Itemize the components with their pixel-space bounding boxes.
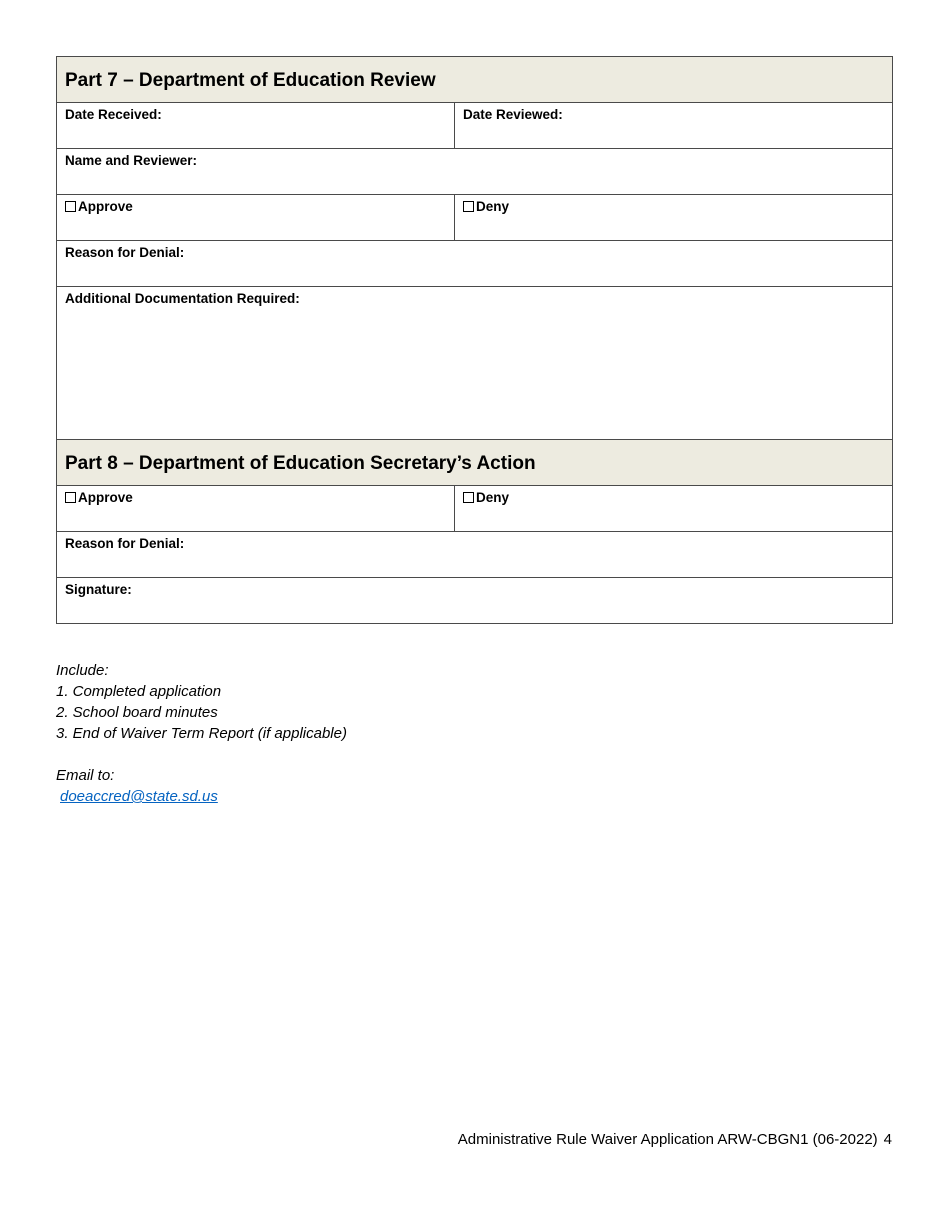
- signature-label: Signature:: [65, 582, 132, 597]
- part7-deny-cell: [455, 195, 893, 241]
- part7-approve-label: Approve: [78, 199, 133, 214]
- date-received-label: Date Received:: [65, 107, 162, 122]
- part7-approve-checkbox[interactable]: [65, 201, 76, 212]
- additional-docs-label: Additional Documentation Required:: [65, 291, 300, 306]
- part7-reason-denial-field[interactable]: [57, 241, 893, 287]
- part7-reason-denial-label: Reason for Denial:: [65, 245, 185, 260]
- additional-docs-field[interactable]: [57, 287, 893, 440]
- email-link[interactable]: doeaccred@state.sd.us: [60, 788, 218, 805]
- part7-approve-cell: [57, 195, 455, 241]
- part8-title: Part 8 – Department of Education Secretary’s Action: [57, 440, 893, 486]
- include-heading: Include:: [56, 662, 109, 679]
- email-line: [56, 786, 347, 807]
- email-heading: Email to:: [56, 767, 115, 784]
- part8-deny-cell: [455, 486, 893, 532]
- part7-title: Part 7 – Department of Education Review: [57, 57, 893, 103]
- page-number: 4: [883, 1131, 892, 1148]
- part8-deny-checkbox[interactable]: [463, 492, 474, 503]
- review-form-table: [56, 56, 893, 624]
- page-footer: [458, 1131, 892, 1148]
- part8-approve-label: Approve: [78, 490, 133, 505]
- submission-notes: [56, 660, 347, 807]
- include-item: 2. School board minutes: [56, 704, 218, 721]
- part8-approve-checkbox[interactable]: [65, 492, 76, 503]
- footer-text: Administrative Rule Waiver Application ARW-CBGN1 (06-2022): [457, 1131, 878, 1148]
- notes-spacer: [56, 744, 347, 765]
- part8-reason-denial-label: Reason for Denial:: [65, 536, 185, 551]
- part8-reason-denial-field[interactable]: [57, 532, 893, 578]
- date-reviewed-field[interactable]: [455, 103, 893, 149]
- include-item: 1. Completed application: [56, 683, 222, 700]
- part7-deny-label: Deny: [476, 199, 510, 214]
- part8-approve-cell: [57, 486, 455, 532]
- name-reviewer-field[interactable]: [57, 149, 893, 195]
- date-reviewed-label: Date Reviewed:: [463, 107, 563, 122]
- part8-deny-label: Deny: [476, 490, 510, 505]
- name-reviewer-label: Name and Reviewer:: [65, 153, 198, 168]
- date-received-field[interactable]: [57, 103, 455, 149]
- part7-deny-checkbox[interactable]: [463, 201, 474, 212]
- include-item: 3. End of Waiver Term Report (if applicable): [56, 725, 347, 742]
- signature-field[interactable]: [57, 578, 893, 624]
